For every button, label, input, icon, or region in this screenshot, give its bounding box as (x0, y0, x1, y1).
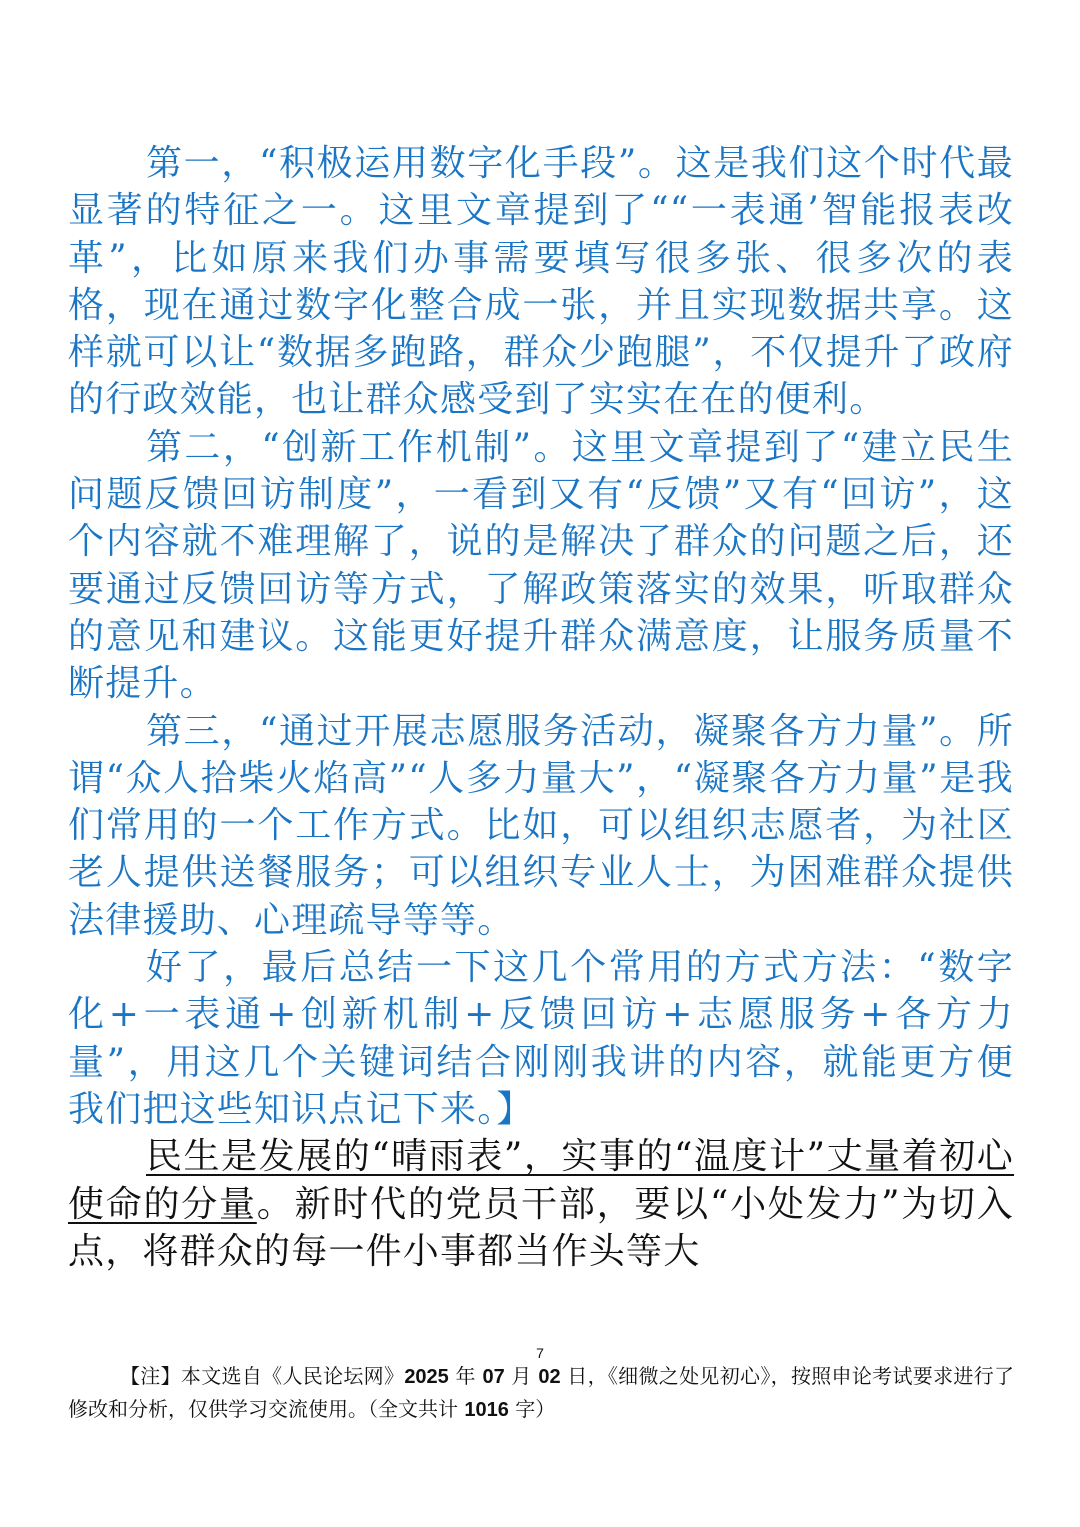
note-year: 2025 (404, 1366, 449, 1388)
paragraph-digital-means: 第一，“积极运用数字化手段”。这是我们这个时代最显著的特征之一。这里文章提到了““一表通’智能报表改革”，比如原来我们办事需要填写很多张、很多次的表格，现在通过数字化整合成一张，并且实现数据共享。这样就可以让“数据多跑路，群众少跑腿”，不仅提升了政府的行政效能，也让群众感受到了实实在在的便利。 (68, 143, 1014, 421)
note-mid: 日，《细微之处见初心》，按照申论考试要求进行了修改和分析，仅供学习交流使用。（全文共计 (68, 1364, 1015, 1421)
paragraph-livelihood-rest: 。新时代的党员干部，要以“小处发力”为切入点，将群众的每一件小事都当作头等大 (68, 1183, 1014, 1272)
paragraph-work-mechanism: 第二，“创新工作机制”。这里文章提到了“建立民生问题反馈回访制度”，一看到又有“反馈”又有“回访”，这个内容就不难理解了，说的是解决了群众的问题之后，还要通过反馈回访等方式，了解政策落实的效果，听取群众的意见和建议。这能更好提升群众满意度，让服务质量不断提升。 (68, 426, 1014, 705)
page-number: 7 (536, 1345, 544, 1361)
note-month-unit: 月 (504, 1364, 539, 1388)
underlined-key-sentence: 民生是发展的“晴雨表”，实事的“温度计”丈量着初心使命的分量 (68, 1136, 1014, 1225)
source-note (68, 1360, 1014, 1426)
article-body (68, 140, 1014, 1275)
note-word-count: 1016 (464, 1399, 509, 1421)
paragraph-volunteer-service: 第三，“通过开展志愿服务活动，凝聚各方力量”。所谓“众人拾柴火焰高”“人多力量大”，“凝聚各方力量”是我们常用的一个工作方式。比如，可以组织志愿者，为社区老人提供送餐服务；可以组织专业人士，为困难群众提供法律援助、心理疏导等等。 (68, 710, 1014, 941)
note-year-unit: 年 (448, 1364, 483, 1388)
note-month: 07 (482, 1366, 505, 1388)
note-suffix: 字） (508, 1397, 556, 1421)
note-prefix: 【注】本文选自《人民论坛网》 (120, 1364, 405, 1388)
paragraph-livelihood (68, 1133, 1014, 1275)
note-day: 02 (538, 1366, 561, 1388)
paragraph-summary: 好了，最后总结一下这几个常用的方式方法：“数字化+一表通+创新机制+反馈回访+志愿服务+各方力量”，用这几个关键词结合刚刚我讲的内容，就能更方便我们把这些知识点记下来。】 (68, 947, 1014, 1130)
